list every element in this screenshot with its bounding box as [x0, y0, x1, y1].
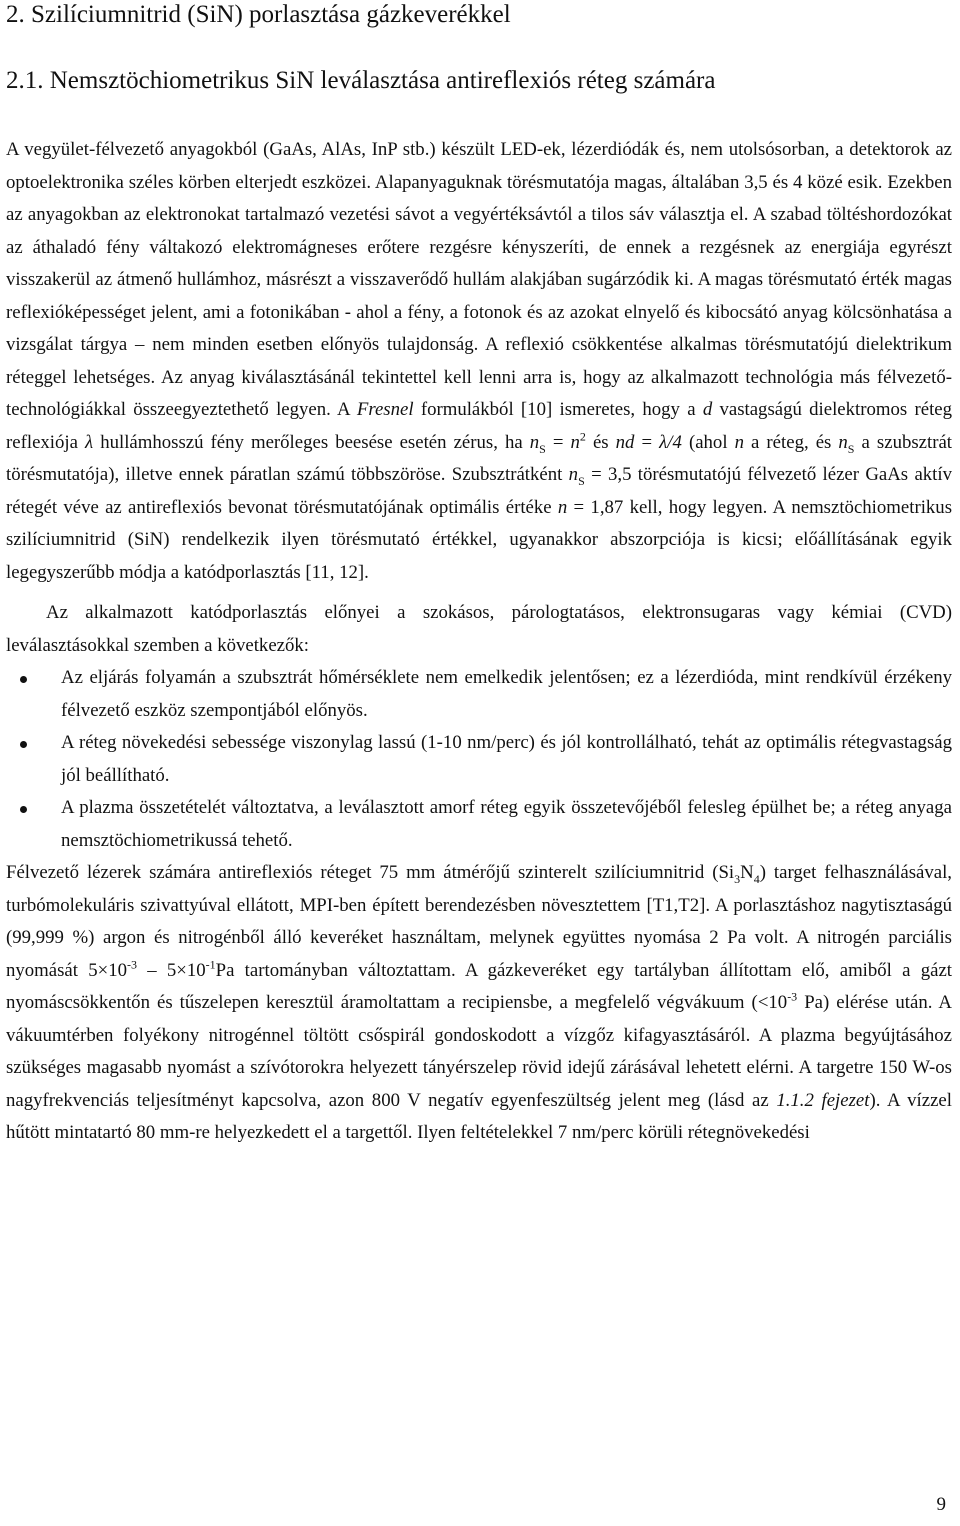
list-item: A plazma összetételét változtatva, a leválasztott amorf réteg egyik összetevőjéből felesleg épülhet be; a réteg anyaga nemsztöchiometrikussá tehető. — [6, 792, 952, 857]
section-heading: 2. Szilíciumnitrid (SiN) porlasztása gázkeverékkel — [6, 1, 511, 28]
bullet-icon — [20, 741, 27, 748]
page-content — [6, 0, 952, 1150]
paragraph-method: Félvezető lézerek számára antireflexiós réteget 75 mm átmérőjű szinterelt szilíciumnitrid $(Si_3N_4)$ target felhasználásával, turbómolekuláris szivattyúval ellátott, MPI-ben épített berendezésben növesztettem [T1,T2]. A porlasztáshoz nagytisztaságú (99,999 %) argon és nitrogénből álló keveréket használtam, melynek együttes nyomása 2 Pa volt. A nitrogén parciális nyomását $5\times 10^{-3} - 5\times 10^{-1}Pa$ tartományban változtattam. A gázkeveréket egy tartályban állítottam elő, amiből a gázt nyomáscsökkentőn és tűszelepen keresztül áramoltattam a recipiensbe, a megfelelő végvákuum ($<10^{-3}$ Pa) elérése után. A vákuumtérben folyékony nitrogénnel töltött csőspirál gondoskodott a vízgőz kifagyasztásáról. A plazma begyújtásához szükséges magasabb nyomást a szívótorokra helyezett tányérszelep rövid idejű zárásával lehetett elérni. A targetre 150 W-os nagyfrekvenciás teljesítményt kapcsolva, azon 800 V negatív egyenfeszültség jelent meg (lásd az 1.1.2 fejezet). A vízzel hűtött mintatartó 80 mm-re helyezkedett el a targettől. Ilyen feltételekkel 7 nm/perc körüli rétegnövekedési — [6, 862, 952, 1143]
advantages-list — [6, 662, 952, 857]
paragraph-intro: A vegyület-félvezető anyagokból (GaAs, AlAs, InP stb.) készült LED-ek, lézerdiódák és, nem utolsósorban, a detektorok az optoelektronika széles körben elterjedt eszközei. Alapanyaguknak törésmutatója magas, általában 3,5 és 4 közé esik. Ezekben az anyagokban az elektronokat tartalmazó vezetési sávot a vegyértéksávtól a tilos sáv választja el. A szabad töltéshordozókat az áthaladó fény váltakozó elektromágneses erőtere rezgésre kényszeríti, de ennek a rezgésnek az energiája egyrészt visszakerül az átmenő hullámhoz, másrészt a visszaverődő hullám alakjában sugárzódik ki. A magas törésmutató érték magas reflexióképességet jelent, ami a fotonikában - ahol a fény, a fotonok és az azokat elnyelő és kibocsátó anyag kölcsönhatása a vizsgálat tárgya – nem minden esetben előnyös tulajdonság. A reflexió csökkentése alkalmas törésmutatójú dielektrikum réteggel lehetséges. Az anyag kiválasztásánál tekintettel kell lenni arra is, hogy az alkalmazott technológia más félvezető-technológiákkal összeegyeztethető legyen. A Fresnel formulákból [10] ismeretes, hogy a d vastagságú dielektromos réteg reflexiója λ hullámhosszú fény merőleges beesése esetén zérus, ha $n_S = n^2$ és nd = λ/4 (ahol n a réteg, és $n_S$ a szubsztrát törésmutatója), illetve ennek páratlan számú többszöröse. Szubsztrátként $n_S = 3,5$ törésmutatójú félvezető lézer GaAs aktív rétegét véve az antireflexiós bevonat törésmutatójának optimális értéke n = 1,87 kell, hogy legyen. A nemsztöchiometrikus szilíciumnitrid (SiN) rendelkezik ilyen törésmutató értékkel, ugyanakkor abszorpciója is kicsi; előállításának egyik legegyszerűbb módja a katódporlasztás [11, 12]. — [6, 139, 953, 583]
list-item: Az eljárás folyamán a szubsztrát hőmérséklete nem emelkedik jelentősen; ez a lézerdióda, mint rendkívül érzékeny félvezető eszköz szempontjából előnyös. — [6, 662, 952, 727]
bullet-icon — [20, 676, 27, 683]
subsection-heading: 2.1. Nemsztöchiometrikus SiN leválasztása antireflexiós réteg számára — [6, 67, 716, 94]
paragraph-advantages-intro: Az alkalmazott katódporlasztás előnyei a szokásos, párologtatásos, elektronsugaras vagy kémiai (CVD) leválasztásokkal szemben a következők: — [6, 602, 952, 656]
bullet-icon — [20, 806, 27, 813]
list-item: A réteg növekedési sebessége viszonylag lassú (1-10 nm/perc) és jól kontrollálható, tehát az optimális rétegvastagság jól beállítható. — [6, 727, 952, 792]
page-number: 9 — [936, 1494, 946, 1515]
